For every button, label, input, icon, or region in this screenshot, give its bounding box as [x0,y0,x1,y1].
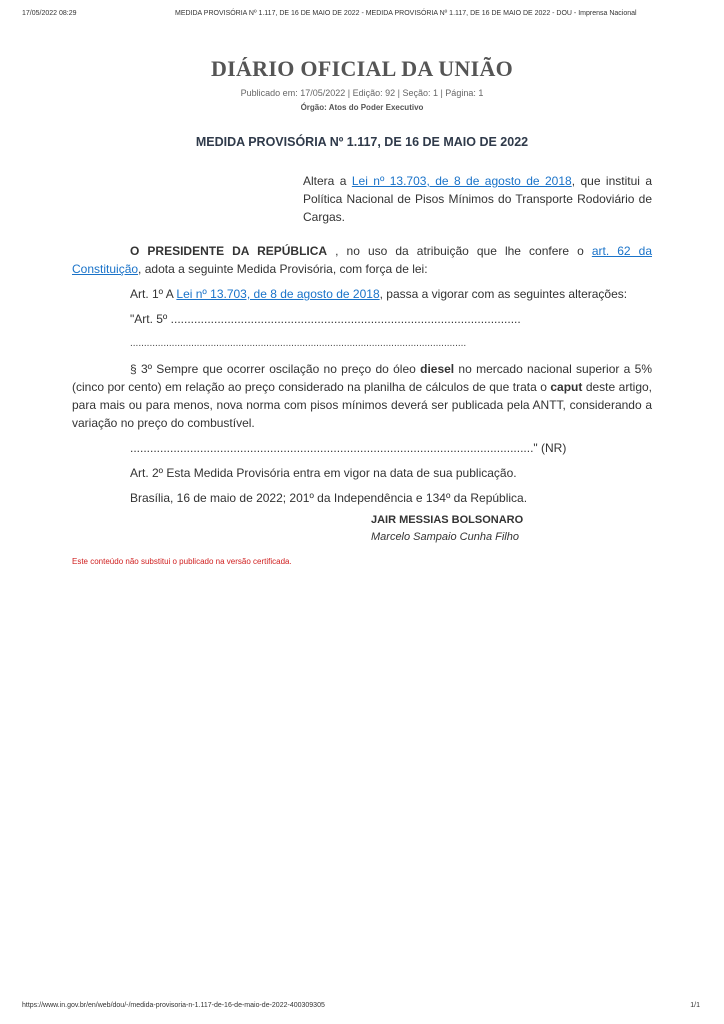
constitution-link[interactable]: art. 62 da Constituição [72,244,653,276]
art1-law-link[interactable]: Lei nº 13.703, de 8 de agosto de 2018 [176,287,380,301]
nr-line: ........................................................................................................................." (NR) [130,441,567,455]
closing-line: Brasília, 16 de maio de 2022; 201º da Independência e 134º da República. [130,491,528,505]
paragraph-3 [72,360,652,432]
ementa [303,172,652,226]
document-body [72,242,652,514]
publication-meta: Publicado em: 17/05/2022 | Edição: 92 | Seção: 1 | Página: 1 [240,88,484,98]
par3-bold-diesel: diesel [420,362,455,376]
print-datetime: 17/05/2022 08:29 [22,10,77,17]
masthead [0,56,724,112]
president-name: JAIR MESSIAS BOLSONARO [371,514,524,526]
par3-text-3: deste artigo, para mais ou para menos, nova norma com pisos mínimos deverá ser publicada pela ANTT, considerando a variação no preço do combustível. [72,380,653,430]
print-footer [0,1002,724,1014]
publication-name: DIÁRIO OFICIAL DA UNIÃO [210,56,514,81]
print-title: MEDIDA PROVISÓRIA Nº 1.117, DE 16 DE MAIO DE 2022 - MEDIDA PROVISÓRIA Nº 1.117, DE 16 DE MAIO DE 2022 - DOU - Imprensa Nacional [175,10,637,17]
ellipsis-line: ......................................................................................................................... [130,338,467,349]
par3-text-2: no mercado nacional superior a 5% (cinco por cento) em relação ao preço considerado na planilha de cálculos de que trata o [72,362,652,394]
preamble-bold: O PRESIDENTE DA REPÚBLICA [130,244,328,258]
print-url: https://www.in.gov.br/en/web/dou/-/medida-provisoria-n-1.117-de-16-de-maio-de-2022-400309305 [22,1002,325,1009]
page-count: 1/1 [690,1002,700,1009]
publication-orgao: Órgão: Atos do Poder Executivo [300,103,424,112]
preamble-middle: , no uso da atribuição que lhe confere o [327,244,592,258]
article-1 [72,285,652,303]
minister-name: Marcelo Sampaio Cunha Filho [371,531,519,543]
document-title: MEDIDA PROVISÓRIA Nº 1.117, DE 16 DE MAIO DE 2022 [195,135,529,149]
par3-text-1: § 3º Sempre que ocorrer oscilação no preço do óleo [130,362,421,376]
par3-bold-caput: caput [550,380,583,394]
ementa-suffix: , que institui a Política Nacional de Pisos Mínimos do Transporte Rodoviário de Cargas. [303,174,652,224]
art5-line: "Art. 5º ......................................................................................................... [130,312,521,326]
preamble [72,242,652,278]
art1-prefix: Art. 1º A [130,287,177,301]
print-header [0,10,724,22]
signature-block [371,514,523,543]
article-2: Art. 2º Esta Medida Provisória entra em vigor na data de sua publicação. [130,466,517,480]
preamble-end: , adota a seguinte Medida Provisória, com força de lei: [138,262,428,276]
disclaimer: Este conteúdo não substitui o publicado na versão certificada. [72,557,292,566]
art1-suffix: , passa a vigorar com as seguintes alterações: [379,287,628,301]
ementa-prefix: Altera a [303,174,352,188]
ementa-law-link[interactable]: Lei nº 13.703, de 8 de agosto de 2018 [351,174,572,188]
